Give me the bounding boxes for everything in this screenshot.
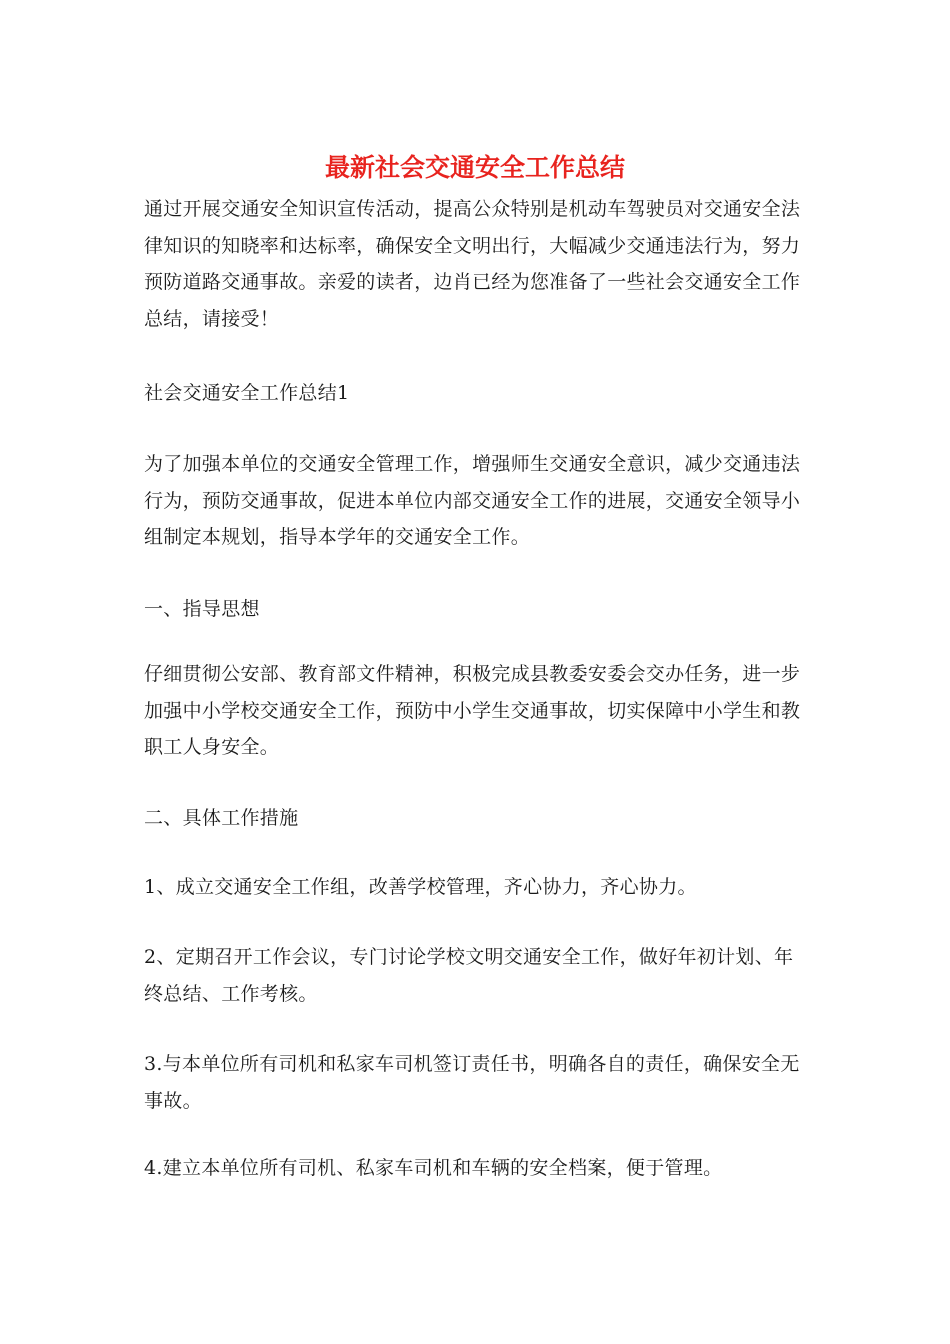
section-heading-guiding-ideology: 一、指导思想 — [144, 598, 260, 620]
measure-item-1: 1、成立交通安全工作组，改善学校管理，齐心协力，齐心协力。 — [144, 876, 697, 898]
section-heading-summary-1: 社会交通安全工作总结1 — [144, 382, 350, 404]
section-heading-work-measures: 二、具体工作措施 — [144, 807, 299, 829]
guiding-ideology-paragraph: 仔细贯彻公安部、教育部文件精神，积极完成县教委安委会交办任务，进一步加强中小学校交通安全工作，预防中小学生交通事故，切实保障中小学生和教职工人身安全。 — [144, 663, 801, 758]
summary-1-paragraph: 为了加强本单位的交通安全管理工作，增强师生交通安全意识，减少交通违法行为，预防交通事故，促进本单位内部交通安全工作的进展，交通安全领导小组制定本规划，指导本学年的交通安全工作。 — [144, 453, 801, 548]
measure-item-2: 2、定期召开工作会议，专门讨论学校文明交通安全工作，做好年初计划、年终总结、工作考核。 — [144, 946, 794, 1005]
intro-paragraph: 通过开展交通安全知识宣传活动，提高公众特别是机动车驾驶员对交通安全法律知识的知晓率和达标率，确保安全文明出行，大幅减少交通违法行为，努力预防道路交通事故。亲爱的读者，边肖已经为您准备了一些社会交通安全工作总结，请接受！ — [144, 198, 801, 330]
measure-item-3: 3.与本单位所有司机和私家车司机签订责任书，明确各自的责任，确保安全无事故。 — [144, 1053, 800, 1112]
measure-item-4: 4.建立本单位所有司机、私家车司机和车辆的安全档案，便于管理。 — [144, 1157, 723, 1179]
document-title: 最新社会交通安全工作总结 — [324, 153, 625, 182]
